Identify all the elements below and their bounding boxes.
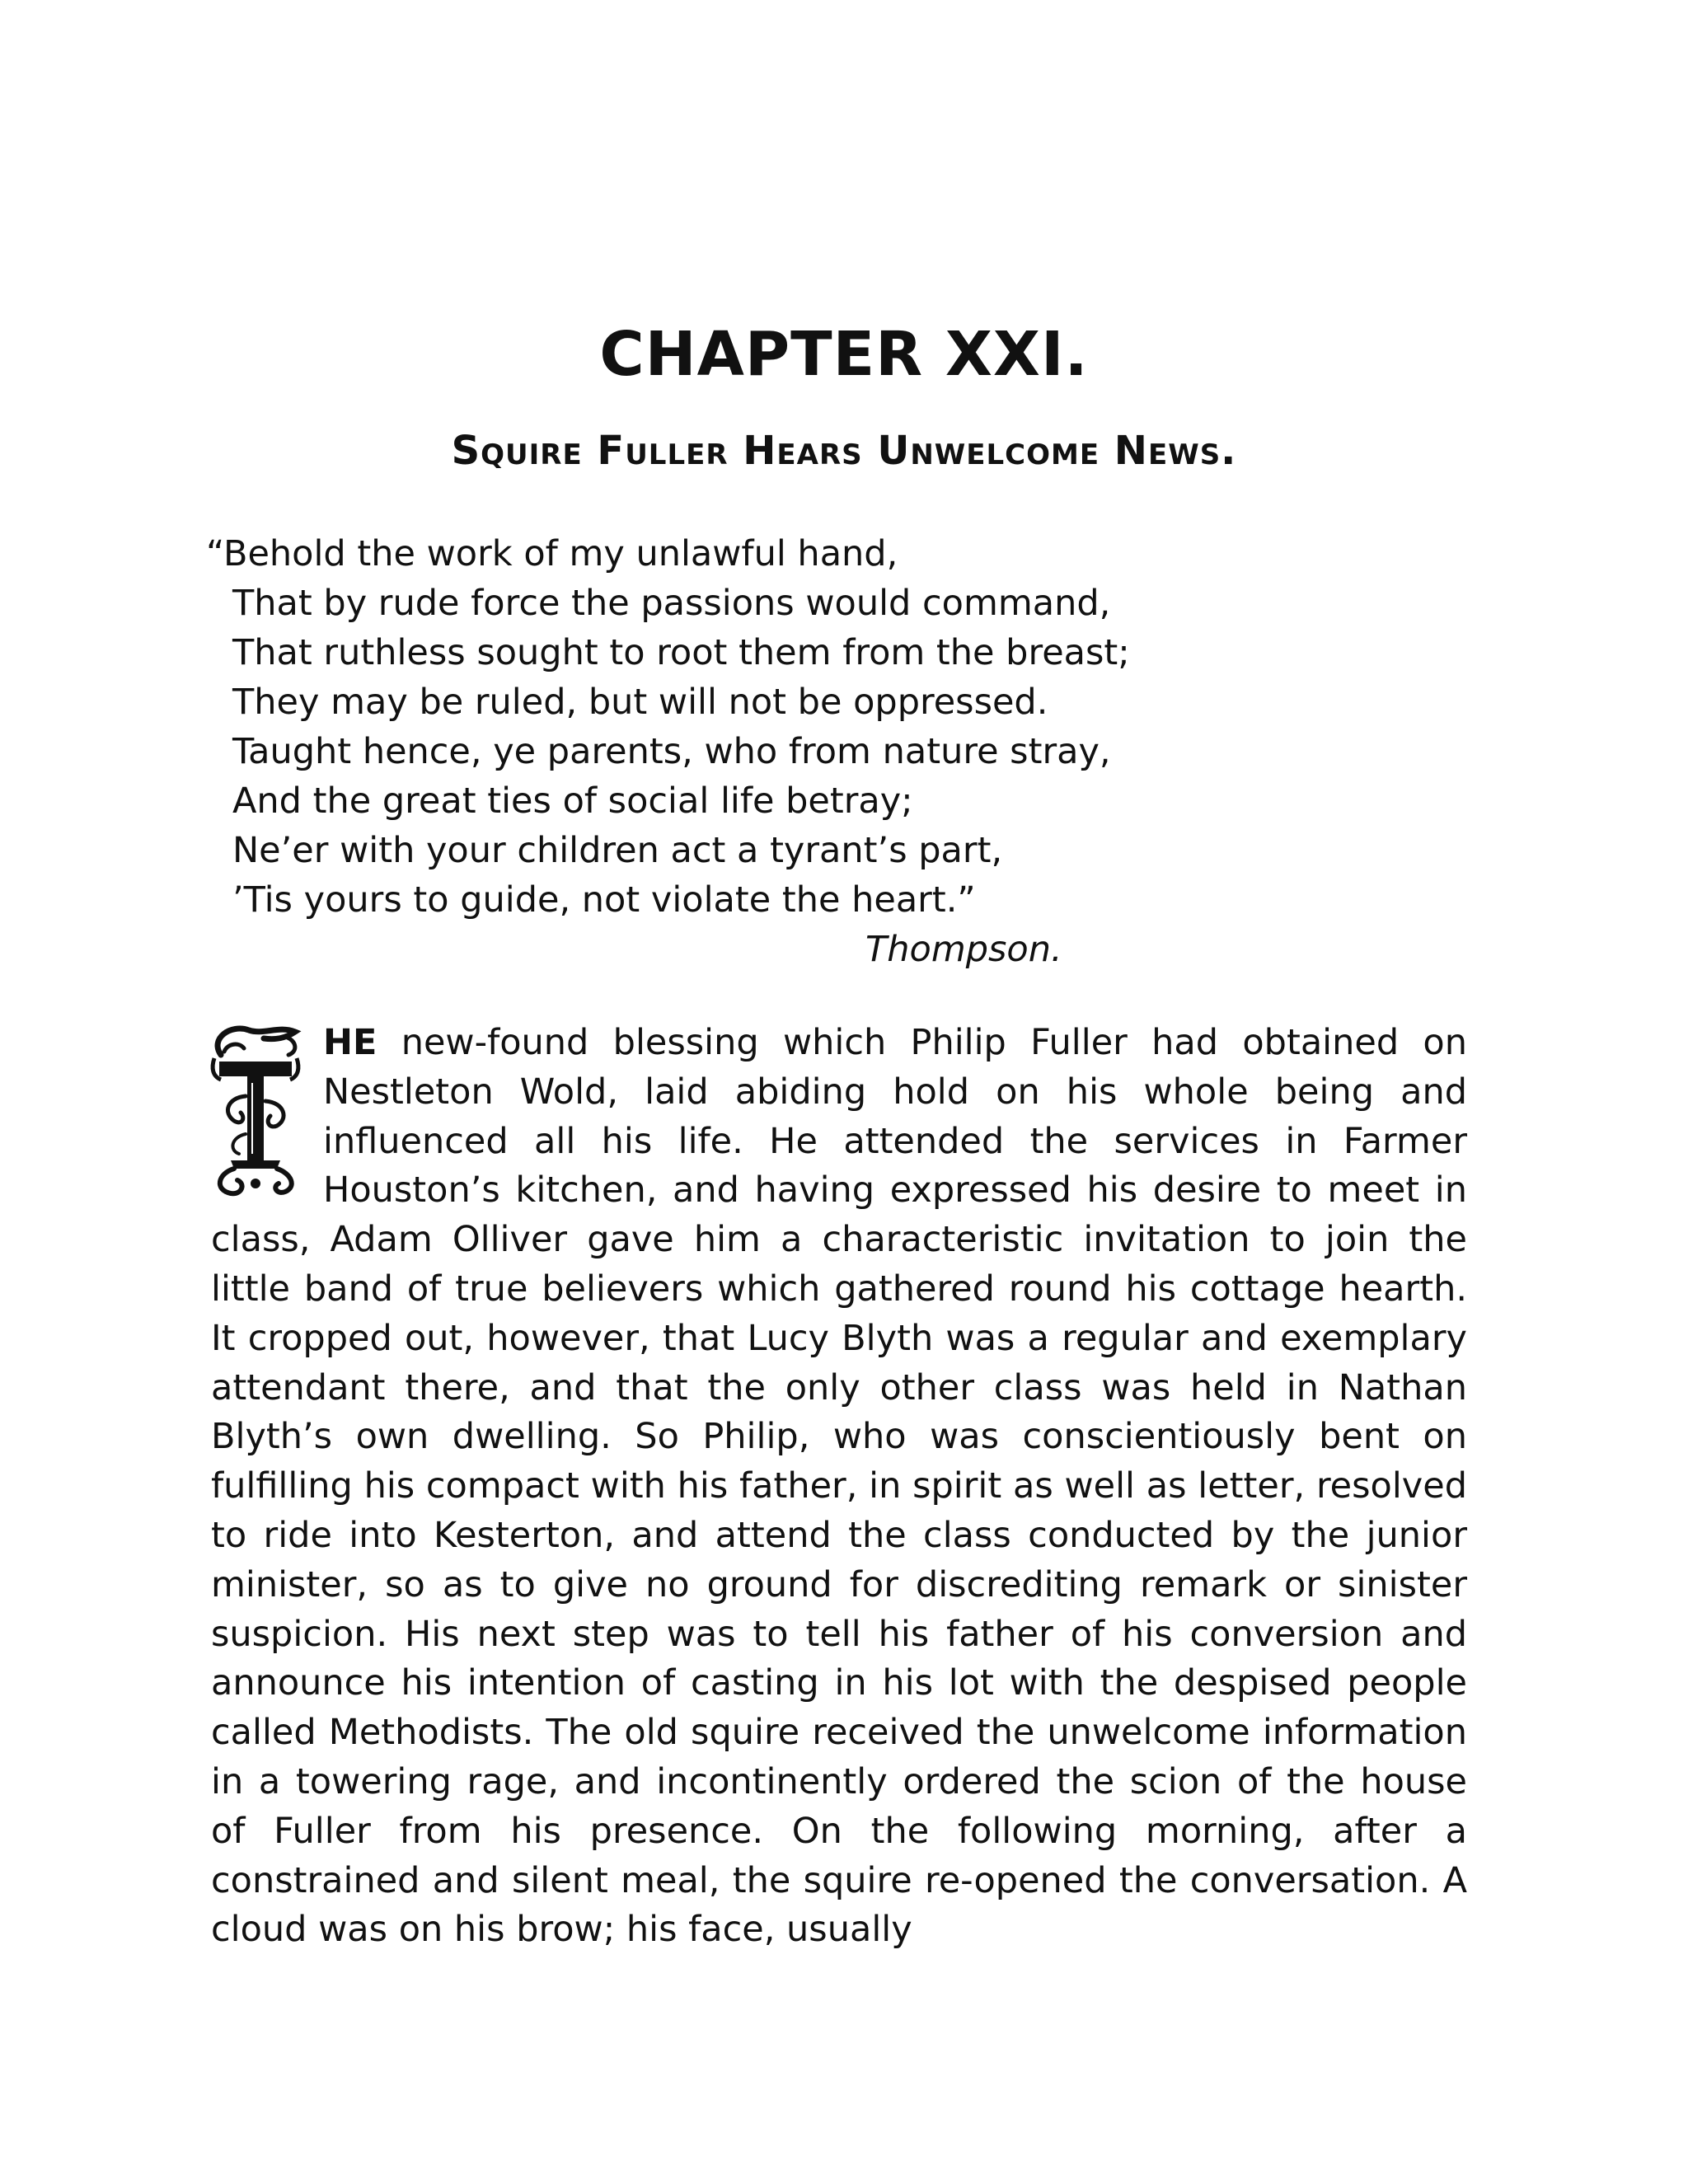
chapter-subtitle: Squire Fuller Hears Unwelcome News. bbox=[451, 428, 1237, 474]
chapter-title: CHAPTER XXI. bbox=[599, 319, 1089, 390]
body-paragraph: new-found blessing which Philip Fuller had obtained on Nestleton Wold, laid abiding hold on his whole being and influenced all his life. He attended the services in Farmer Houston’s kitchen, and having expressed his desire to meet in class, Adam Olliver gave him a characteristic invitation to join the little band of true believers which gathered round his cottage hearth. It cropped out, however, that Lucy Blyth was a regular and exemplary attendant there, and that the only other class was held in Nathan Blyth’s own dwelling. So Philip, who was conscientiously bent on fulfilling his compact with his father, in spirit as well as letter, resolved to ride into Kesterton, and attend the class conducted by the junior minister, so as to give no ground for discrediting remark or sinister suspicion. His next step was to tell his father of his conversion and announce his intention of casting in his lot with the despised people called Methodists. The old squire received the unwelcome information in a towering rage, and incontinently ordered the scion of the house of Fuller from his presence. On the following morning, after a constrained and silent meal, the squire re-opened the conversation. A cloud was on his brow; his face, usually bbox=[211, 1022, 1467, 1951]
opening-word: HE bbox=[323, 1022, 377, 1063]
epigraph-line: That by rude force the passions would command, bbox=[232, 583, 1111, 624]
epigraph-line: Ne’er with your children act a tyrant’s part, bbox=[232, 830, 1003, 871]
epigraph-line: Taught hence, ye parents, who from nature stray, bbox=[232, 731, 1111, 772]
epigraph-attribution: Thompson. bbox=[865, 929, 1062, 970]
epigraph-line: They may be ruled, but will not be oppressed. bbox=[232, 682, 1048, 723]
chapter-body bbox=[211, 1019, 1467, 1955]
epigraph-line: “Behold the work of my unlawful hand, bbox=[206, 533, 898, 574]
epigraph-line: And the great ties of social life betray; bbox=[232, 780, 913, 822]
epigraph bbox=[206, 529, 1459, 974]
epigraph-line: That ruthless sought to root them from the breast; bbox=[232, 632, 1130, 673]
epigraph-line: ’Tis yours to guide, not violate the heart.” bbox=[232, 879, 976, 921]
drop-cap-letter bbox=[206, 1022, 305, 1200]
